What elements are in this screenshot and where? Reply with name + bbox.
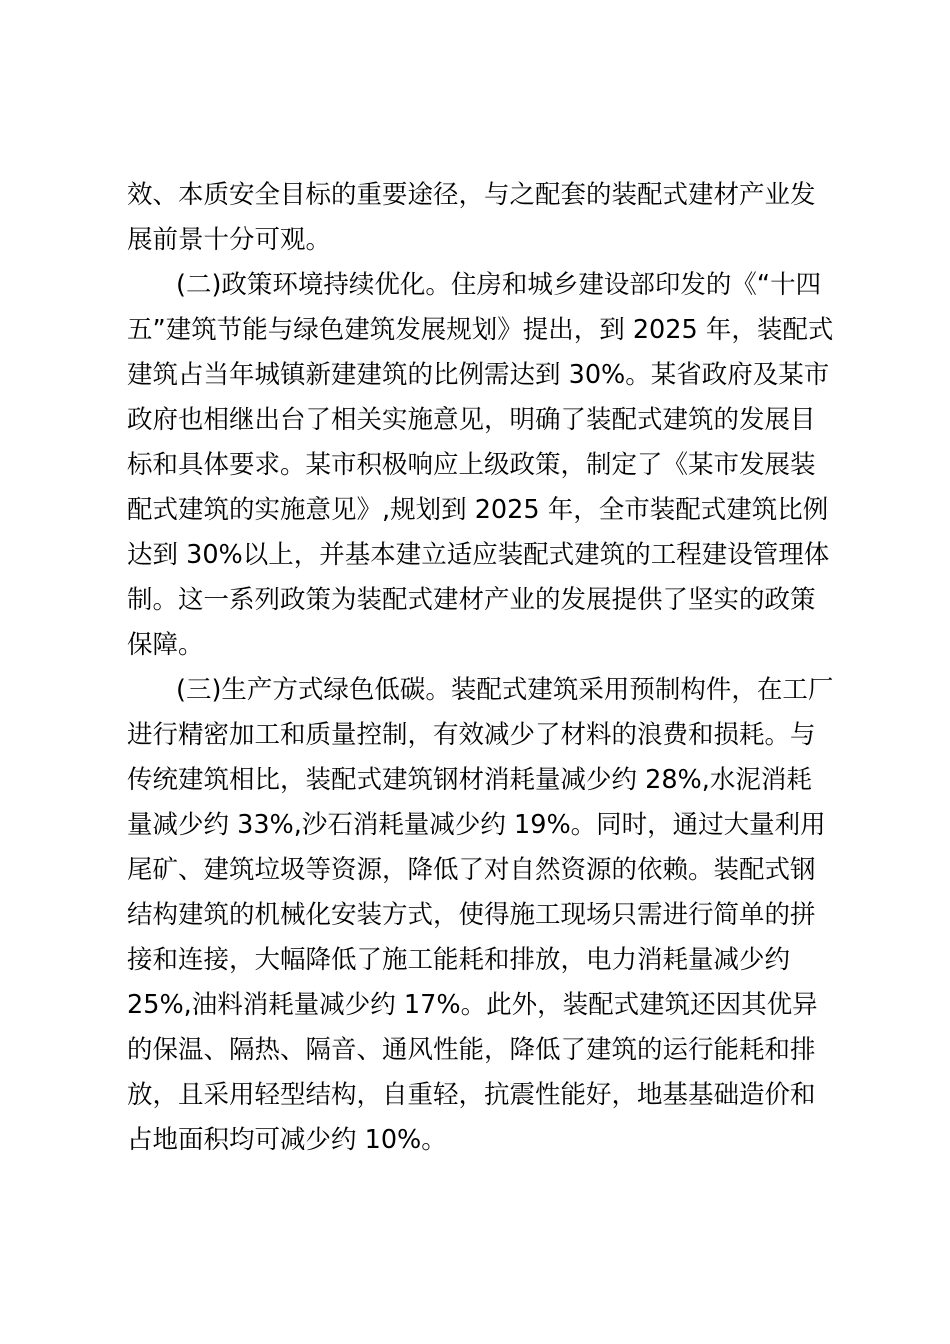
text-line: 制。这一系列政策为装配式建材产业的发展提供了坚实的政策 — [127, 585, 816, 615]
text-line: 达到 30%以上，并基本建立适应装配式建筑的工程建设管理体 — [127, 540, 830, 570]
text-line: 占地面积均可减少约 10%。 — [127, 1125, 447, 1155]
text-line: 接和连接，大幅降低了施工能耗和排放，电力消耗量减少约 — [127, 945, 791, 975]
text-line: 效、本质安全目标的重要途径，与之配套的装配式建材产业发 — [127, 180, 816, 210]
text-line: 五”建筑节能与绿色建筑发展规划》提出，到 2025 年，装配式 — [127, 315, 834, 345]
text-line: 进行精密加工和质量控制，有效减少了材料的浪费和损耗。与 — [127, 720, 816, 750]
text-line: 放，且采用轻型结构，自重轻，抗震性能好，地基基础造价和 — [127, 1080, 816, 1110]
paragraph-heading-line: (二)政策环境持续优化。住房和城乡建设部印发的《“十四 — [176, 270, 822, 300]
text-line: 标和具体要求。某市积极响应上级政策，制定了《某市发展装 — [127, 450, 816, 480]
text-line: 25%,油料消耗量减少约 17%。此外，装配式建筑还因其优异 — [127, 990, 818, 1020]
paragraph-heading-line: (三)生产方式绿色低碳。装配式建筑采用预制构件，在工厂 — [176, 675, 834, 705]
text-line: 的保温、隔热、隔音、通风性能，降低了建筑的运行能耗和排 — [127, 1035, 816, 1065]
text-line: 政府也相继出台了相关实施意见，明确了装配式建筑的发展目 — [127, 405, 816, 435]
text-line: 量减少约 33%,沙石消耗量减少约 19%。同时，通过大量利用 — [127, 810, 826, 840]
text-line: 尾矿、建筑垃圾等资源，降低了对自然资源的依赖。装配式钢 — [127, 855, 816, 885]
text-line: 建筑占当年城镇新建建筑的比例需达到 30%。某省政府及某市 — [127, 360, 830, 390]
text-line: 展前景十分可观。 — [127, 225, 332, 255]
text-line: 保障。 — [127, 630, 204, 660]
text-line: 传统建筑相比，装配式建筑钢材消耗量减少约 28%,水泥消耗 — [127, 765, 812, 795]
text-line: 配式建筑的实施意见》,规划到 2025 年，全市装配式建筑比例 — [127, 495, 829, 525]
text-line: 结构建筑的机械化安装方式，使得施工现场只需进行简单的拼 — [127, 900, 816, 930]
